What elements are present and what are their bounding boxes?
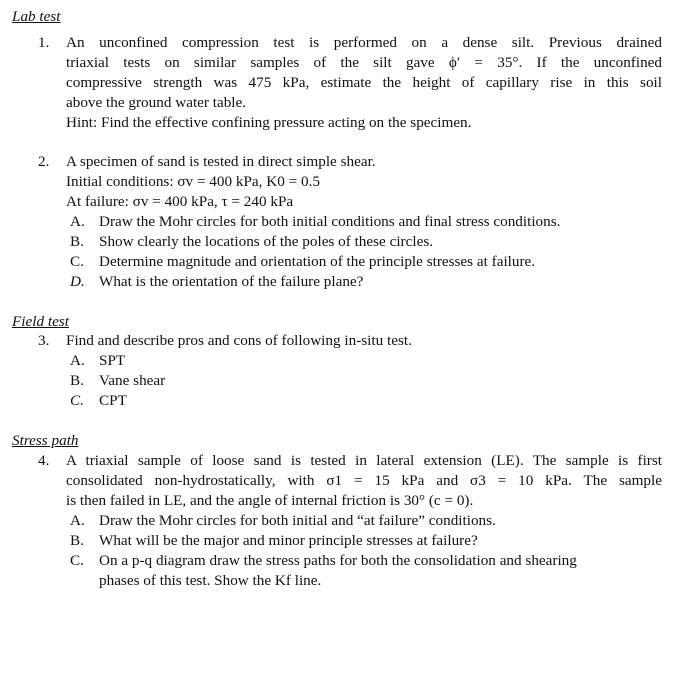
question-text-line: above the ground water table. — [66, 94, 247, 111]
option-letter: C. — [70, 552, 84, 569]
option-a — [70, 212, 560, 232]
question-text-line: A triaxial sample of loose sand is tested in lateral extension (LE). The sample is first — [66, 452, 662, 469]
option-d — [70, 272, 363, 292]
question-number: 1. — [38, 34, 50, 51]
question-text-line: Find and describe pros and cons of following in-situ test. — [66, 332, 412, 349]
question-body — [66, 33, 662, 133]
option-b — [70, 531, 478, 551]
section-heading-lab-test: Lab test — [12, 8, 61, 25]
option-text: Determine magnitude and orientation of the principle stresses at failure. — [99, 253, 536, 270]
option-letter: B. — [70, 532, 84, 549]
question-number: 2. — [38, 153, 50, 170]
question-text-line: compressive strength was 475 kPa, estimate the height of capillary rise in this soil — [66, 74, 662, 91]
option-letter: B. — [70, 372, 84, 389]
question-body — [66, 451, 662, 511]
initial-conditions: Initial conditions: σv = 400 kPa, K0 = 0.5 — [66, 173, 320, 190]
option-text: Draw the Mohr circles for both initial conditions and final stress conditions. — [99, 213, 561, 230]
option-b — [70, 371, 165, 391]
option-text: What will be the major and minor principle stresses at failure? — [99, 532, 478, 549]
question-hint: Hint: Find the effective confining pressure acting on the specimen. — [66, 114, 472, 131]
option-c — [70, 551, 577, 571]
section-heading-stress-path: Stress path — [12, 432, 79, 449]
question-text-line: triaxial tests on similar samples of the silt gave ϕ′ = 35°. If the unconfined — [66, 54, 662, 71]
question-text-line: A specimen of sand is tested in direct simple shear. — [66, 153, 376, 170]
option-text: CPT — [99, 392, 127, 409]
option-text: On a p-q diagram draw the stress paths for both the consolidation and shearing — [99, 552, 577, 569]
question-body — [66, 152, 662, 212]
option-letter: B. — [70, 233, 84, 250]
option-text: SPT — [99, 352, 126, 369]
option-c-continuation: phases of this test. Show the Kf line. — [99, 572, 322, 589]
option-a — [70, 511, 496, 531]
option-letter: C. — [70, 253, 84, 270]
question-text-line: consolidated non-hydrostatically, with σ1 = 15 kPa and σ3 = 10 kPa. The sample — [66, 472, 662, 489]
option-letter: D. — [70, 273, 85, 290]
option-a — [70, 351, 125, 371]
option-letter: A. — [70, 352, 85, 369]
option-text: Show clearly the locations of the poles of these circles. — [99, 233, 434, 250]
option-letter: A. — [70, 512, 85, 529]
section-heading-field-test: Field test — [12, 313, 69, 330]
question-number: 4. — [38, 452, 50, 469]
option-b — [70, 232, 433, 252]
option-letter: A. — [70, 213, 85, 230]
option-text: Draw the Mohr circles for both initial and “at failure” conditions. — [99, 512, 496, 529]
option-letter: C. — [70, 392, 84, 409]
question-number: 3. — [38, 332, 50, 349]
question-text-line: is then failed in LE, and the angle of internal friction is 30° (c = 0). — [66, 492, 474, 509]
question-text-line: An unconfined compression test is performed on a dense silt. Previous drained — [66, 34, 662, 51]
option-c — [70, 252, 535, 272]
failure-conditions: At failure: σv = 400 kPa, τ = 240 kPa — [66, 193, 294, 210]
option-text: What is the orientation of the failure plane? — [99, 273, 364, 290]
option-text: Vane shear — [99, 372, 166, 389]
question-body — [66, 331, 662, 351]
option-c — [70, 391, 127, 411]
